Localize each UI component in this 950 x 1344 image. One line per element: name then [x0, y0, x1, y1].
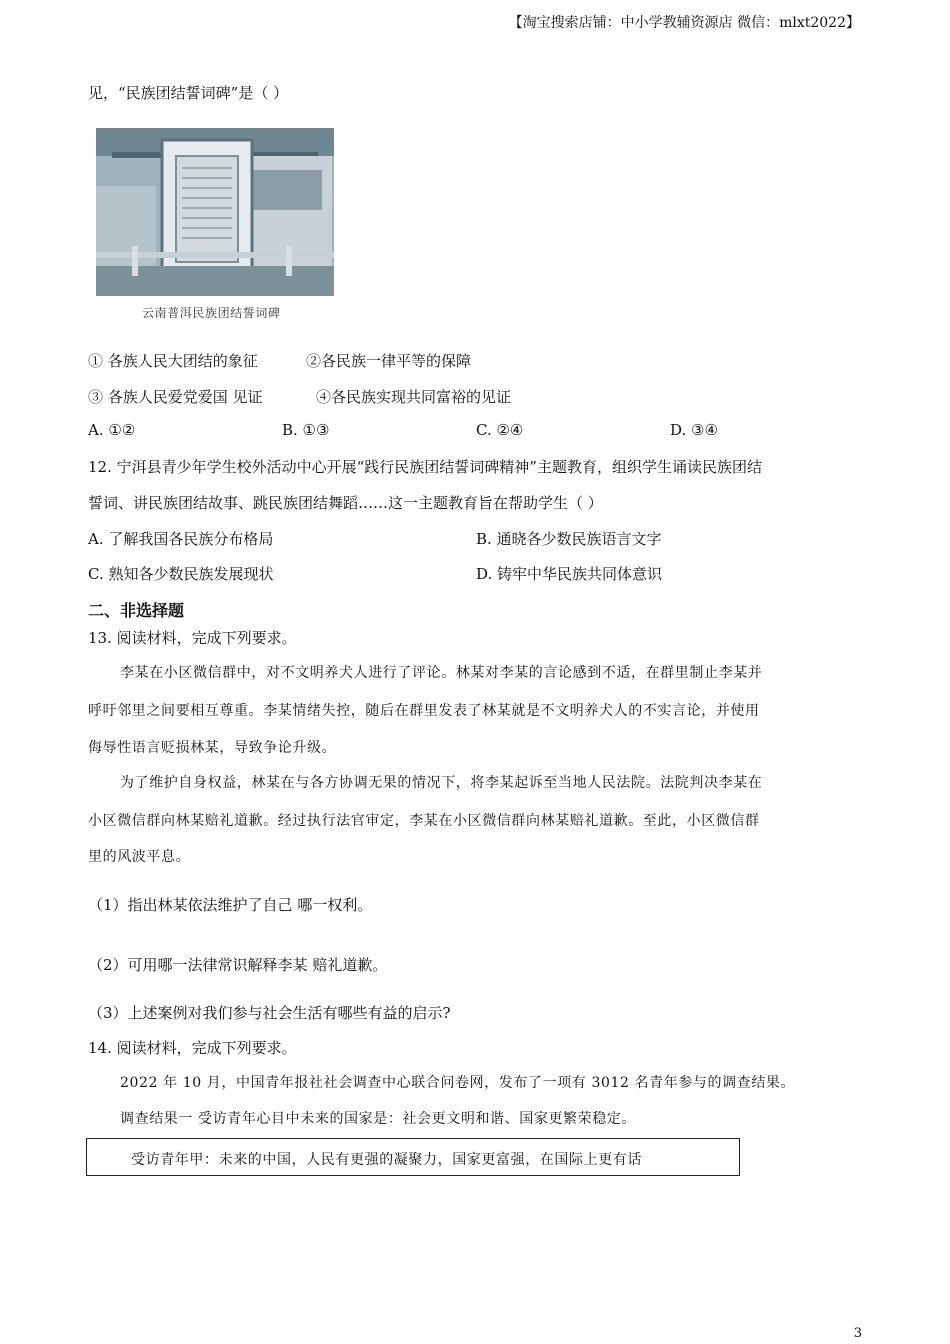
q13-sub-3: （3）上述案例对我们参与社会生活有哪些有益的启示?: [88, 1004, 451, 1022]
q11-choice-b: B. ①③: [282, 421, 330, 439]
q11-choice-d: D. ③④: [670, 421, 718, 439]
q12-choice-d: D. 铸牢中华民族共同体意识: [476, 565, 663, 583]
monument-photo: [92, 126, 336, 326]
q13-material-line: 里的风波平息。: [88, 849, 191, 865]
q13-material-line: 李某在小区微信群中，对不文明养犬人进行了评论。林某对李某的言论感到不适，在群里制止李某并: [120, 665, 763, 681]
q14-title: 14. 阅读材料，完成下列要求。: [88, 1039, 297, 1057]
q12-choice-c: C. 熟知各少数民族发展现状: [88, 565, 274, 583]
q14-quote-text: 受访青年甲：未来的中国，人民有更强的凝聚力，国家更富强，在国际上更有话: [131, 1152, 642, 1168]
q13-material-line: 侮辱性语言贬损林某，导致争论升级。: [88, 740, 337, 756]
photo-caption: 云南普洱民族团结誓词碑: [142, 306, 281, 320]
q11-option-2: ②各民族一律平等的保障: [306, 352, 472, 370]
q13-sub-2: （2）可用哪一法律常识解释李某 赔礼道歉。: [88, 956, 388, 974]
q11-option-4: ④各民族实现共同富裕的见证: [316, 388, 512, 406]
q11-option-3: ③ 各族人民爱党爱国 见证: [88, 388, 263, 406]
page-header: 【淘宝搜索店铺：中小学教辅资源店 微信：mlxt2022】: [508, 15, 860, 31]
q13-material-line: 为了维护自身权益，林某在与各方协调无果的情况下，将李某起诉至当地人民法院。法院判决李某在: [120, 775, 763, 791]
q12-choice-a: A. 了解我国各民族分布格局: [88, 530, 274, 548]
q13-title: 13. 阅读材料，完成下列要求。: [88, 629, 297, 647]
q14-material-line: 调查结果一 受访青年心目中未来的国家是：社会更文明和谐、国家更繁荣稳定。: [120, 1111, 637, 1127]
q13-material-line: 呼吁邻里之间要相互尊重。李某情绪失控，随后在群里发表了林某就是不文明养犬人的不实言论，并使用: [88, 703, 760, 719]
q12-stem-line1: 12. 宁洱县青少年学生校外活动中心开展“践行民族团结誓词碑精神”主题教育，组织学生诵读民族团结: [88, 458, 762, 476]
q11-choice-c: C. ②④: [476, 421, 524, 439]
q11-stem: 见，“民族团结誓词碑”是（ ）: [88, 84, 289, 102]
q14-quote-box: [86, 1138, 740, 1176]
page-number: 3: [853, 1326, 862, 1341]
q12-choice-b: B. 通晓各少数民族语言文字: [476, 530, 662, 548]
q14-material-line: 2022 年 10 月，中国青年报社社会调查中心联合问卷网，发布了一项有 3012 名青年参与的调查结果。: [120, 1075, 796, 1091]
section-title: 二、非选择题: [88, 601, 185, 620]
q11-choice-a: A. ①②: [88, 421, 136, 439]
q13-sub-1: （1）指出林某依法维护了自己 哪一权利。: [88, 896, 373, 914]
q11-option-1: ① 各族人民大团结的象征: [88, 352, 258, 370]
q12-stem-line2: 誓词、讲民族团结故事、跳民族团结舞蹈……这一主题教育旨在帮助学生（ ）: [88, 494, 603, 512]
q13-material-line: 小区微信群向林某赔礼道歉。经过执行法官审定，李某在小区微信群向林某赔礼道歉。至此，小区微信群: [88, 813, 760, 829]
